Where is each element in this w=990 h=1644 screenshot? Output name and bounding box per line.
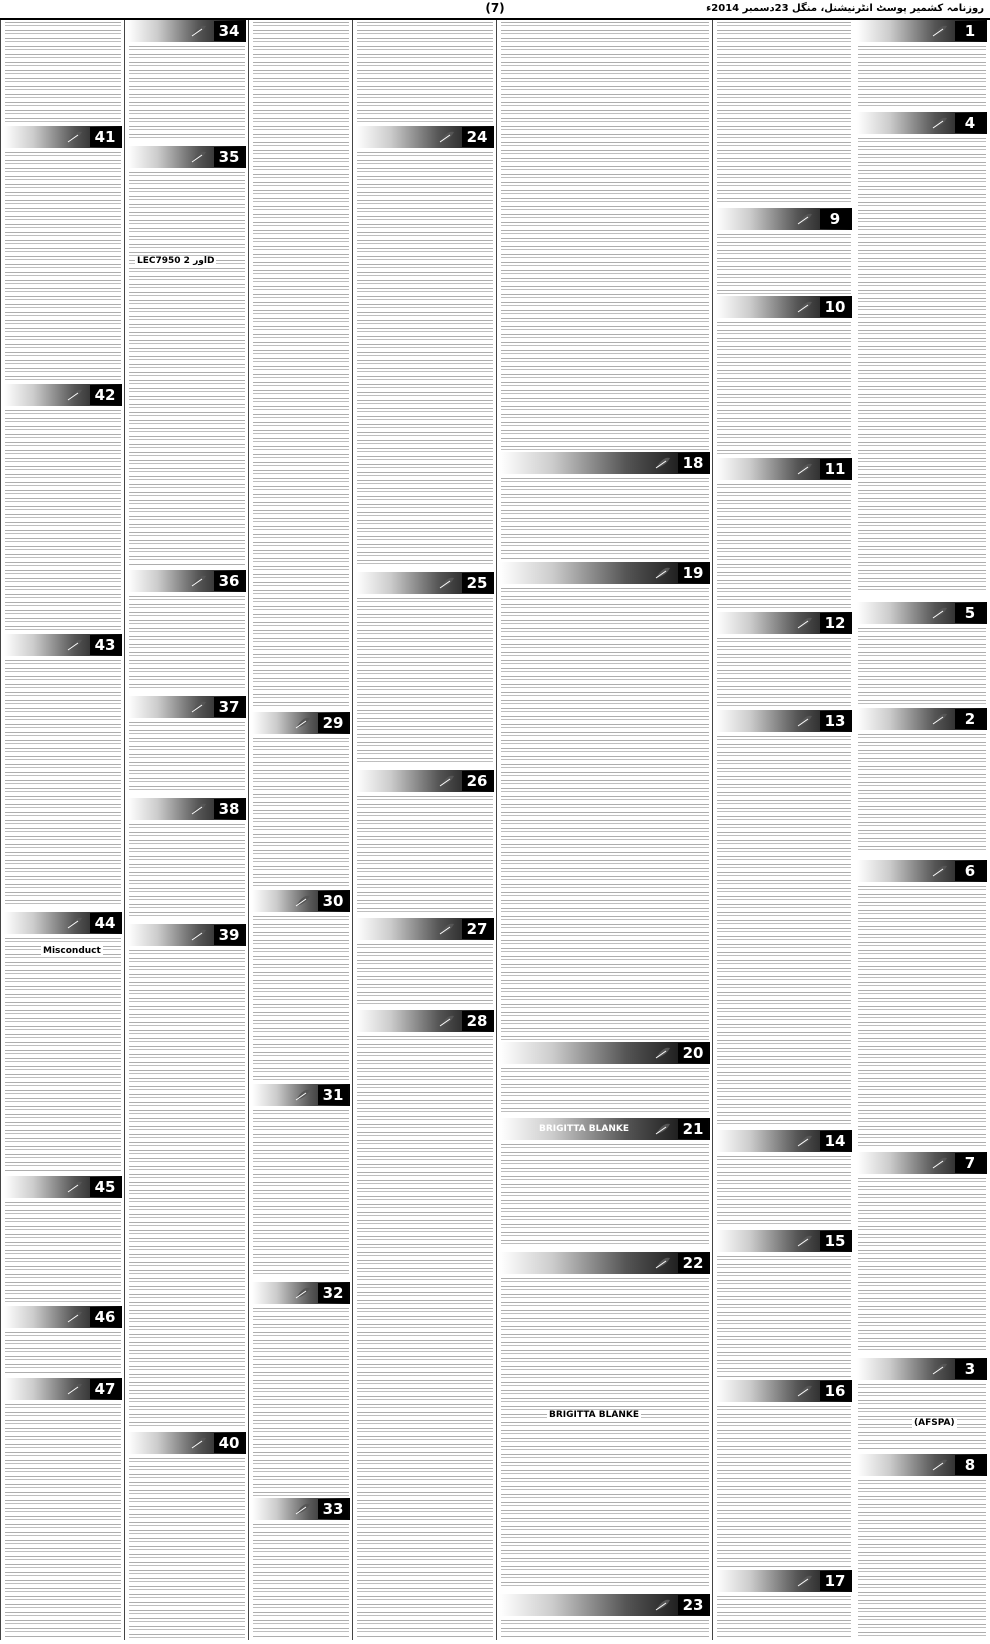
article-number: 14	[820, 1131, 850, 1151]
article-block-37	[125, 696, 249, 796]
article-block-6	[854, 860, 990, 1150]
article-block-13	[713, 710, 855, 1130]
article-header-45	[4, 1176, 122, 1198]
article-block-23	[497, 1594, 713, 1640]
article-header-28	[356, 1010, 494, 1032]
article-block-21	[497, 1118, 713, 1250]
article-block-15	[713, 1230, 855, 1380]
article-block-34	[125, 20, 249, 144]
article-header-20	[500, 1042, 710, 1064]
brigitta-label-2: BRIGITTA BLANKE	[549, 1410, 639, 1420]
leaf-icon	[438, 574, 456, 592]
article-block-18	[497, 452, 713, 562]
article-number: 32	[318, 1283, 348, 1303]
article-header-40	[128, 1432, 246, 1454]
article-body	[858, 1384, 986, 1450]
column-3	[496, 20, 713, 1640]
leaf-icon	[294, 1086, 312, 1104]
article-block-5	[854, 602, 990, 706]
article-header-2	[857, 708, 987, 730]
article-block-1	[854, 20, 990, 112]
article-body	[717, 1596, 851, 1638]
leaf-icon	[190, 22, 208, 40]
article-block-22	[497, 1252, 713, 1640]
article-header-46	[4, 1306, 122, 1328]
article-body	[858, 628, 986, 704]
article-header-42	[4, 384, 122, 406]
leaf-icon	[931, 1154, 949, 1172]
article-block-4	[854, 112, 990, 592]
article-number: 11	[820, 459, 850, 479]
article-number: 6	[955, 861, 985, 881]
article-body	[858, 46, 986, 110]
brigitta-label: BRIGITTA BLANKE	[539, 1124, 629, 1134]
article-body	[501, 1620, 709, 1638]
article-header-27	[356, 918, 494, 940]
leaf-icon	[294, 892, 312, 910]
article-body	[717, 1156, 851, 1228]
article-number: 17	[820, 1571, 850, 1591]
article-number: 5	[955, 603, 985, 623]
article-block-continued	[1, 20, 125, 126]
column-5	[248, 20, 353, 1640]
article-body	[717, 1256, 851, 1378]
article-body	[858, 886, 986, 1148]
leaf-icon	[438, 128, 456, 146]
leaf-icon	[931, 1456, 949, 1474]
article-body	[129, 824, 245, 920]
article-block-14	[713, 1130, 855, 1230]
article-number: 22	[678, 1253, 708, 1273]
article-number: 13	[820, 711, 850, 731]
article-body	[5, 1202, 121, 1302]
leaf-icon	[931, 114, 949, 132]
article-number: 42	[90, 385, 120, 405]
leaf-icon	[438, 772, 456, 790]
article-body	[129, 596, 245, 692]
article-body	[5, 152, 121, 380]
leaf-icon	[66, 386, 84, 404]
article-body	[717, 234, 851, 294]
article-block-31	[249, 1084, 353, 1280]
column-2	[712, 20, 855, 1640]
article-body	[357, 796, 493, 912]
article-number: 40	[214, 1433, 244, 1453]
misconduct-label: Misconduct	[43, 946, 101, 956]
article-body	[501, 588, 709, 1040]
leaf-icon	[66, 636, 84, 654]
article-block-38	[125, 798, 249, 922]
article-number: 12	[820, 613, 850, 633]
article-block-41	[1, 126, 125, 382]
article-body	[357, 1036, 493, 1638]
article-number: 33	[318, 1499, 348, 1519]
article-number: 47	[90, 1379, 120, 1399]
article-body	[501, 22, 709, 450]
leaf-icon	[190, 148, 208, 166]
article-header-38	[128, 798, 246, 820]
article-number: 2	[955, 709, 985, 729]
leaf-icon	[796, 460, 814, 478]
leaf-icon	[66, 128, 84, 146]
article-block-40	[125, 1432, 249, 1640]
leaf-icon	[438, 1012, 456, 1030]
article-block-7	[854, 1152, 990, 1352]
article-header-35	[128, 146, 246, 168]
article-block-47	[1, 1378, 125, 1640]
article-number: 30	[318, 891, 348, 911]
leaf-icon	[66, 1380, 84, 1398]
article-number: 19	[678, 563, 708, 583]
article-number: 46	[90, 1307, 120, 1327]
article-header-18	[500, 452, 710, 474]
article-body	[858, 734, 986, 854]
article-body	[5, 660, 121, 908]
article-block-43	[1, 634, 125, 910]
article-block-continued	[249, 20, 353, 710]
leaf-icon	[796, 1382, 814, 1400]
article-number: 1	[955, 21, 985, 41]
article-header-31	[252, 1084, 350, 1106]
article-number: 44	[90, 913, 120, 933]
article-body	[717, 638, 851, 708]
article-header-22	[500, 1252, 710, 1274]
article-header-30	[252, 890, 350, 912]
article-header-8	[857, 1454, 987, 1476]
paper-title: روزنامہ کشمیر پوسٹ انٹرنیشنل، منگل 23دسمبر 2014ء	[706, 3, 984, 14]
article-header-43	[4, 634, 122, 656]
article-header-9	[716, 208, 852, 230]
article-body	[717, 736, 851, 1128]
leaf-icon	[654, 454, 672, 472]
article-block-19	[497, 562, 713, 1042]
article-header-34	[128, 20, 246, 42]
article-number: 27	[462, 919, 492, 939]
leaf-icon	[190, 572, 208, 590]
leaf-icon	[66, 914, 84, 932]
article-body	[357, 152, 493, 568]
leaf-icon	[796, 712, 814, 730]
article-body	[501, 1278, 709, 1586]
article-header-29	[252, 712, 350, 734]
article-body	[5, 22, 121, 124]
article-header-1	[857, 20, 987, 42]
article-body	[253, 1110, 349, 1278]
article-block-26	[353, 770, 497, 914]
article-body	[357, 944, 493, 1006]
leaf-icon	[654, 1044, 672, 1062]
article-block-28	[353, 1010, 497, 1640]
article-body	[129, 46, 245, 142]
article-number: 34	[214, 21, 244, 41]
article-number: 24	[462, 127, 492, 147]
article-block-33	[249, 1498, 353, 1640]
article-block-30	[249, 890, 353, 1082]
article-header-13	[716, 710, 852, 732]
article-number: 26	[462, 771, 492, 791]
article-header-5	[857, 602, 987, 624]
article-body	[858, 138, 986, 590]
leaf-icon	[796, 1232, 814, 1250]
article-header-15	[716, 1230, 852, 1252]
article-number: 7	[955, 1153, 985, 1173]
leaf-icon	[294, 1500, 312, 1518]
article-block-3	[854, 1358, 990, 1452]
article-block-8	[854, 1454, 990, 1640]
article-header-11	[716, 458, 852, 480]
article-number: 39	[214, 925, 244, 945]
column-4	[352, 20, 497, 1640]
leaf-icon	[796, 210, 814, 228]
article-header-24	[356, 126, 494, 148]
leaf-icon	[931, 862, 949, 880]
article-header-36	[128, 570, 246, 592]
article-header-47	[4, 1378, 122, 1400]
article-number: 15	[820, 1231, 850, 1251]
article-header-26	[356, 770, 494, 792]
article-number: 8	[955, 1455, 985, 1475]
leaf-icon	[931, 1360, 949, 1378]
article-header-4	[857, 112, 987, 134]
article-body	[501, 1144, 709, 1248]
article-block-36	[125, 570, 249, 694]
article-body	[253, 738, 349, 886]
article-header-10	[716, 296, 852, 318]
article-body	[717, 1406, 851, 1568]
leaf-icon	[796, 614, 814, 632]
article-header-6	[857, 860, 987, 882]
article-body	[129, 722, 245, 794]
leaf-icon	[931, 22, 949, 40]
article-block-2	[854, 708, 990, 856]
page-number: (7)	[485, 1, 505, 15]
article-body	[5, 410, 121, 630]
article-header-44	[4, 912, 122, 934]
article-body	[253, 22, 349, 708]
leaf-icon	[654, 1596, 672, 1614]
leaf-icon	[438, 920, 456, 938]
article-body	[253, 1524, 349, 1638]
article-number: 16	[820, 1381, 850, 1401]
column-6	[124, 20, 249, 1640]
article-body	[717, 322, 851, 456]
leaf-icon	[294, 714, 312, 732]
article-block-42	[1, 384, 125, 632]
article-number: 21	[678, 1119, 708, 1139]
article-block-25	[353, 572, 497, 768]
leaf-icon	[796, 1132, 814, 1150]
leaf-icon	[654, 1254, 672, 1272]
leaf-icon	[66, 1178, 84, 1196]
article-number: 43	[90, 635, 120, 655]
article-block-44	[1, 912, 125, 1174]
leaf-icon	[654, 1120, 672, 1138]
article-number: 10	[820, 297, 850, 317]
article-block-29	[249, 712, 353, 888]
article-block-9	[713, 208, 855, 296]
article-body	[5, 1332, 121, 1374]
article-header-16	[716, 1380, 852, 1402]
article-block-32	[249, 1282, 353, 1498]
article-body	[858, 1480, 986, 1638]
column-7	[0, 20, 125, 1640]
article-body	[501, 1068, 709, 1116]
afspa-label: (AFSPA)	[914, 1418, 955, 1428]
article-header-33	[252, 1498, 350, 1520]
article-block-39	[125, 924, 249, 1430]
article-header-32	[252, 1282, 350, 1304]
article-body	[253, 916, 349, 1080]
article-header-25	[356, 572, 494, 594]
article-block-20	[497, 1042, 713, 1118]
article-number: 38	[214, 799, 244, 819]
article-block-continued	[353, 20, 497, 126]
article-body	[253, 1308, 349, 1496]
article-number: 37	[214, 697, 244, 717]
article-header-14	[716, 1130, 852, 1152]
article-body	[129, 172, 245, 566]
article-number: 25	[462, 573, 492, 593]
article-block-46	[1, 1306, 125, 1376]
article-body	[357, 22, 493, 124]
article-block-17	[713, 1570, 855, 1640]
article-block-45	[1, 1176, 125, 1304]
article-header-17	[716, 1570, 852, 1592]
article-block-24	[353, 126, 497, 570]
article-header-37	[128, 696, 246, 718]
article-number: 29	[318, 713, 348, 733]
leaf-icon	[796, 298, 814, 316]
column-1	[854, 20, 990, 1640]
article-block-35	[125, 146, 249, 568]
article-body	[357, 598, 493, 766]
article-number: 31	[318, 1085, 348, 1105]
article-body	[501, 478, 709, 560]
article-header-7	[857, 1152, 987, 1174]
article-block-continued	[713, 20, 855, 208]
article-body	[717, 22, 851, 206]
leaf-icon	[190, 926, 208, 944]
article-block-16	[713, 1380, 855, 1570]
article-number: 9	[820, 209, 850, 229]
article-body	[858, 1178, 986, 1350]
article-block-12	[713, 612, 855, 710]
article-header-3	[857, 1358, 987, 1380]
article-header-12	[716, 612, 852, 634]
article-number: 4	[955, 113, 985, 133]
article-number: 41	[90, 127, 120, 147]
article-number: 28	[462, 1011, 492, 1031]
article-block-11	[713, 458, 855, 612]
article-number: 18	[678, 453, 708, 473]
article-body	[129, 1458, 245, 1638]
leaf-icon	[190, 800, 208, 818]
article-header-23	[500, 1594, 710, 1616]
article-body	[129, 950, 245, 1428]
article-number: 45	[90, 1177, 120, 1197]
article-block-27	[353, 918, 497, 1008]
article-body	[5, 938, 121, 1172]
article-header-19	[500, 562, 710, 584]
leaf-icon	[931, 710, 949, 728]
lec-label: LEC7950 اور 2D	[137, 256, 215, 266]
leaf-icon	[294, 1284, 312, 1302]
article-body	[717, 484, 851, 610]
leaf-icon	[931, 604, 949, 622]
article-block-10	[713, 296, 855, 458]
leaf-icon	[654, 564, 672, 582]
article-number: 3	[955, 1359, 985, 1379]
leaf-icon	[190, 698, 208, 716]
article-number: 23	[678, 1595, 708, 1615]
leaf-icon	[66, 1308, 84, 1326]
article-number: 35	[214, 147, 244, 167]
article-number: 36	[214, 571, 244, 591]
article-header-39	[128, 924, 246, 946]
leaf-icon	[796, 1572, 814, 1590]
masthead	[0, 0, 990, 20]
leaf-icon	[190, 1434, 208, 1452]
article-body	[5, 1404, 121, 1638]
article-header-41	[4, 126, 122, 148]
article-number: 20	[678, 1043, 708, 1063]
article-block-continued	[497, 20, 713, 452]
